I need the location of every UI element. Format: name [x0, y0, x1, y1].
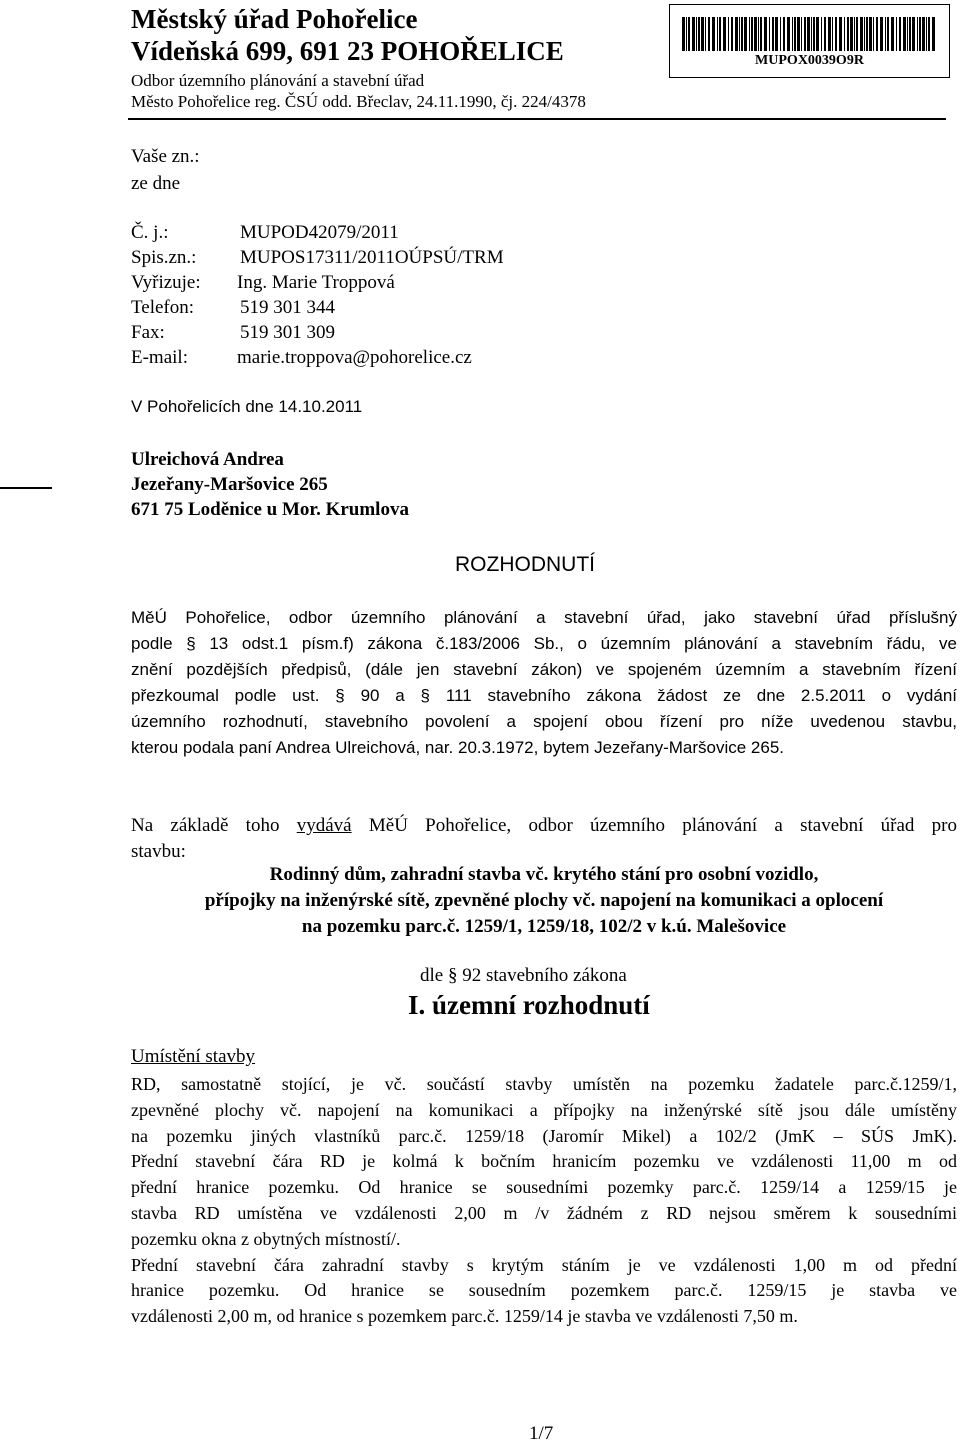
- issue-suffix: MěÚ Pohořelice, odbor územního plánování a stavební úřad pro: [368, 815, 958, 836]
- intro-line: územního rozhodnutí, stavebního povolení a spojení obou řízení pro níže uvedenou stavbu,: [131, 712, 957, 731]
- barcode-bar: [866, 17, 868, 51]
- barcode-bar: [739, 17, 740, 51]
- barcode-bar: [880, 17, 883, 51]
- barcode-bar: [873, 17, 874, 51]
- barcode-bar: [719, 17, 721, 51]
- ref-label-email: E-mail:: [131, 347, 188, 368]
- barcode-bar: [692, 17, 695, 51]
- barcode-bar: [807, 17, 810, 51]
- placement-line: přední hranice pozemku. Od hranice se sousedními pozemky parc.č. 1259/14 a 1259/15 je: [131, 1177, 957, 1198]
- ref-label-vyrizuje: Vyřizuje:: [131, 272, 201, 293]
- barcode-bar: [887, 17, 889, 51]
- barcode-bar: [783, 17, 785, 51]
- barcode-bar: [926, 17, 927, 51]
- barcode-bar: [754, 17, 757, 51]
- barcode-bar: [705, 17, 706, 51]
- building-line: Rodinný dům, zahradní stavba vč. krytého stání pro osobní vozidlo,: [269, 864, 819, 885]
- barcode-bar: [909, 17, 911, 51]
- ref-label-cj: Č. j.:: [131, 222, 169, 243]
- issue-line-2: stavbu:: [131, 841, 186, 862]
- intro-line: podle § 13 odst.1 písm.f) zákona č.183/2006 Sb., o územním plánování a stavebním řádu, ve: [131, 634, 957, 653]
- barcode-bar: [932, 17, 935, 51]
- placement-line: zpevněné plochy vč. napojení na komunikaci a přípojky na inženýrské sítě jsou dále umístěny: [131, 1099, 957, 1120]
- barcode-bars: [682, 17, 939, 51]
- ref-label-fax: Fax:: [131, 322, 165, 343]
- section-title: I. územní rozhodnutí: [408, 990, 650, 1020]
- barcode-bar: [728, 17, 729, 51]
- barcode-bar: [696, 17, 697, 51]
- barcode-bar: [688, 17, 690, 51]
- barcode-bar: [922, 17, 925, 51]
- placement-line: RD, samostatně stojící, je vč. součástí stavby umístěn na pozemku žadatele parc.č.1259/1,: [131, 1074, 957, 1094]
- barcode-bar: [751, 17, 753, 51]
- barcode-bar: [741, 17, 743, 51]
- barcode-bar: [912, 17, 915, 51]
- law-reference: dle § 92 stavebního zákona: [420, 965, 627, 986]
- barcode-bar: [686, 17, 687, 51]
- barcode-bar: [832, 17, 833, 51]
- placement-heading: Umístění stavby: [131, 1046, 256, 1067]
- issue-verb: vydává: [296, 815, 352, 836]
- issue-prefix: Na základě toho: [131, 815, 280, 836]
- barcode-bar: [811, 17, 812, 51]
- barcode-bar: [787, 17, 790, 51]
- barcode-bar: [780, 17, 781, 51]
- placement-line: stavba RD umístěna ve vzdálenosti 2,00 m /v žádném z RD nejsou směrem k sousedními: [131, 1202, 957, 1223]
- registration-line: Město Pohořelice reg. ČSÚ odd. Břeclav, 24.11.1990, čj. 224/4378: [131, 92, 586, 111]
- barcode-bar: [698, 17, 700, 51]
- recipient-city: 671 75 Loděnice u Mor. Krumlova: [131, 499, 409, 520]
- document-title: ROZHODNUTÍ: [455, 553, 595, 576]
- barcode-bar: [919, 17, 921, 51]
- building-line: na pozemku parc.č. 1259/1, 1259/18, 102/2 v k.ú. Malešovice: [301, 916, 787, 937]
- barcode-bar: [769, 17, 770, 51]
- barcode-bar: [891, 17, 894, 51]
- barcode-bar: [816, 17, 819, 51]
- department-name: Odbor územního plánování a stavební úřad: [131, 71, 425, 90]
- intro-line: MěÚ Pohořelice, odbor územního plánování a stavební úřad, jako stavební úřad příslušný: [131, 608, 957, 627]
- barcode-bar: [896, 17, 897, 51]
- barcode-bar: [903, 17, 906, 51]
- ref-value-spis: MUPOS17311/2011OÚPSÚ/TRM: [240, 247, 504, 268]
- barcode-bar: [735, 17, 738, 51]
- barcode-bar: [828, 17, 831, 51]
- barcode-bar: [813, 17, 815, 51]
- barcode-bar: [864, 17, 865, 51]
- placement-line: Přední stavební čára zahradní stavby s krytým stáním je ve vzdálenosti 1,00 m od přední: [131, 1254, 957, 1275]
- barcode-bar: [844, 17, 845, 51]
- ref-value-telefon: 519 301 344: [240, 297, 335, 318]
- barcode-bar: [824, 17, 826, 51]
- intro-line: znění pozdějších předpisů, (dále jen stavební zákon) ve spojeném územním a stavebním řízení: [131, 660, 957, 679]
- barcode-bar: [764, 17, 767, 51]
- placement-text: [131, 1072, 957, 1330]
- barcode-bar: [708, 17, 710, 51]
- place-date: V Pohořelicích dne 14.10.2011: [131, 397, 363, 416]
- barcode-bar: [758, 17, 759, 51]
- barcode-text: MUPOX0039O9R: [755, 53, 864, 68]
- barcode-bar: [907, 17, 908, 51]
- barcode-bar: [731, 17, 733, 51]
- barcode-bar: [775, 17, 778, 51]
- barcode-bar: [723, 17, 726, 51]
- your-ref-label: Vaše zn.:: [131, 146, 200, 167]
- placement-line: na pozemku jiných vlastníků parc.č. 1259/18 (Jaromír Mikel) a 102/2 (JmK – SÚS JmK).: [131, 1125, 957, 1146]
- issue-line: [131, 813, 957, 839]
- ref-label-spis: Spis.zn.:: [131, 247, 197, 268]
- building-description: [131, 862, 957, 940]
- header-rule: [128, 118, 946, 120]
- barcode-bar: [749, 17, 750, 51]
- date-label: ze dne: [131, 173, 181, 194]
- barcode-bar: [744, 17, 747, 51]
- fold-mark: [0, 487, 52, 489]
- barcode-bar: [801, 17, 802, 51]
- barcode-bar: [860, 17, 863, 51]
- barcode-bar: [856, 17, 858, 51]
- ref-value-email: marie.troppova@pohorelice.cz: [237, 347, 472, 368]
- page-number: 1/7: [529, 1423, 554, 1444]
- office-name: Městský úřad Pohořelice: [131, 4, 418, 34]
- barcode-bar: [772, 17, 774, 51]
- intro-line: kterou podala paní Andrea Ulreichová, nar. 20.3.1972, bytem Jezeřany-Maršovice 265.: [131, 738, 784, 757]
- placement-line: pozemku okna z obytných místností/.: [131, 1228, 401, 1249]
- barcode-bar: [847, 17, 849, 51]
- recipient-street: Jezeřany-Maršovice 265: [131, 474, 328, 495]
- office-address: Vídeňská 699, 691 23 POHOŘELICE: [131, 36, 564, 66]
- intro-line: přezkoumal podle ust. § 90 a § 111 stavebního zákona žádost ze dne 2.5.2011 o vydání: [131, 686, 957, 705]
- barcode-bar: [917, 17, 918, 51]
- barcode-bar: [794, 17, 796, 51]
- barcode-bar: [885, 17, 886, 51]
- barcode-bar: [712, 17, 715, 51]
- barcode-bar: [804, 17, 806, 51]
- ref-value-fax: 519 301 309: [240, 322, 335, 343]
- barcode-bar: [682, 17, 685, 51]
- barcode-bar: [717, 17, 718, 51]
- barcode-bar: [835, 17, 837, 51]
- barcode-bar: [928, 17, 930, 51]
- recipient-name: Ulreichová Andrea: [131, 449, 284, 470]
- barcode-bar: [797, 17, 800, 51]
- placement-line: vzdálenosti 2,00 m, od hranice s pozemkem parc.č. 1259/14 je stavba ve vzdálenosti 7,50 m.: [131, 1306, 798, 1327]
- barcode: [669, 4, 950, 78]
- ref-label-telefon: Telefon:: [131, 297, 195, 318]
- barcode-bar: [869, 17, 872, 51]
- barcode-bar: [792, 17, 793, 51]
- placement-line: hranice pozemku. Od hranice se sousedním pozemkem parc.č. 1259/15 je stavba ve: [131, 1280, 957, 1301]
- building-line: přípojky na inženýrské sítě, zpevněné plochy vč. napojení na komunikaci a oplocení: [204, 890, 884, 911]
- barcode-bar: [854, 17, 855, 51]
- barcode-bar: [839, 17, 842, 51]
- barcode-bar: [876, 17, 878, 51]
- intro-paragraph: [131, 605, 957, 761]
- placement-line: Přední stavební čára RD je kolmá k bočním hranicím pozemku ve vzdálenosti 11,00 m od: [131, 1151, 957, 1172]
- barcode-bar: [701, 17, 704, 51]
- ref-value-vyrizuje: Ing. Marie Troppová: [237, 272, 395, 293]
- barcode-bar: [760, 17, 762, 51]
- barcode-bar: [899, 17, 901, 51]
- issue-paragraph: [131, 813, 957, 865]
- barcode-bar: [821, 17, 822, 51]
- ref-value-cj: MUPOD42079/2011: [240, 222, 399, 243]
- barcode-bar: [850, 17, 853, 51]
